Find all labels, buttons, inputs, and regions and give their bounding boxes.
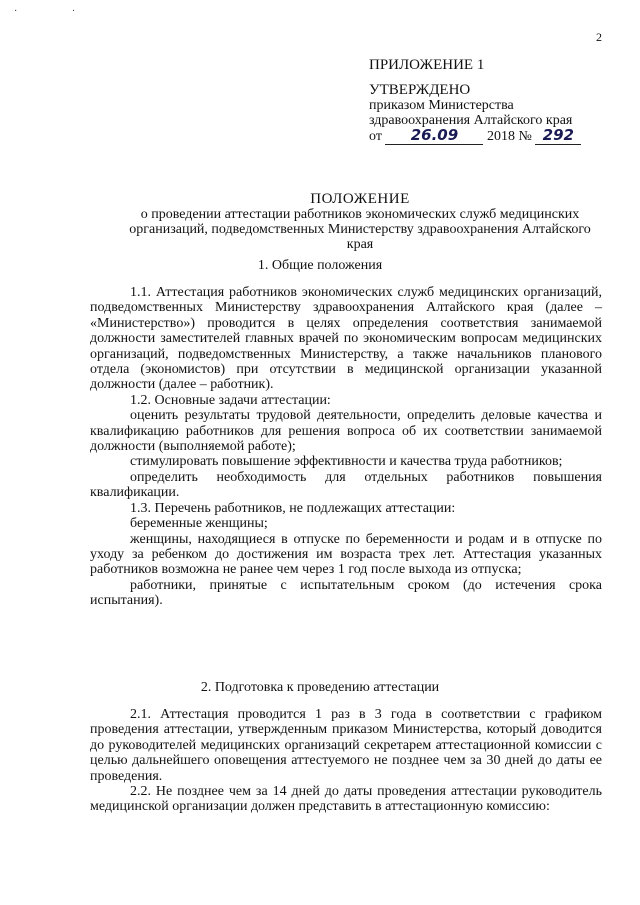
document-subtitle-2: организаций, подведомственных Министерству здравоохранения Алтайского: [129, 222, 591, 237]
paragraph: 2.1. Аттестация проводится 1 раз в 3 года в соответствии с графиком проведения аттестации, утвержденным приказом Министерства, который доводится до руководителей медицинских организаций секретарем аттестационной комиссии с целью дальнейшего оповещения аттестуемого не позднее чем за 30 дней до даты ее проведения.: [90, 707, 602, 784]
paragraph: беременные женщины;: [130, 516, 268, 532]
paragraph: стимулировать повышение эффективности и качества труда работников;: [130, 454, 563, 470]
approved-label: УТВЕРЖДЕНО: [369, 82, 471, 98]
from-label: от: [369, 129, 382, 144]
document-subtitle-3: края: [346, 237, 374, 252]
handwritten-date: 26.09: [410, 126, 459, 144]
appendix-label: ПРИЛОЖЕНИЕ 1: [369, 57, 485, 73]
section-2-body: [90, 707, 602, 815]
section-1-title: 1. Общие положения: [257, 258, 383, 273]
paragraph: 1.3. Перечень работников, не подлежащих аттестации:: [130, 500, 456, 516]
section-2-title: 2. Подготовка к проведению аттестации: [200, 680, 440, 695]
handwritten-number: 292: [542, 126, 574, 144]
paragraph: определить необходимость для отдельных работников повышения квалификации.: [90, 469, 602, 501]
paragraph: 2.2. Не позднее чем за 14 дней до даты проведения аттестации руководитель медицинской организации должен представить в аттестационную комиссию:: [90, 784, 602, 815]
order-line-2: здравоохранения Алтайского края: [369, 113, 573, 128]
document-header: [100, 192, 620, 252]
paragraph: работники, принятые с испытательным сроком (до истечения срока испытания).: [90, 577, 602, 609]
document-title: ПОЛОЖЕНИЕ: [310, 191, 410, 207]
page-number: 2: [596, 30, 602, 44]
paragraph: оценить результаты трудовой деятельности, определить деловые качества и квалификацию работников для решения вопроса об их соответствии занимаемой должности (выполняемой работе);: [90, 408, 602, 455]
order-line-1: приказом Министерства: [369, 98, 514, 113]
order-date-line: [369, 128, 609, 145]
scan-specks: · ·: [14, 6, 102, 17]
paragraph: 1.2. Основные задачи аттестации:: [130, 392, 331, 408]
section-1-body: [90, 285, 602, 609]
paragraph: женщины, находящиеся в отпуске по беременности и родам и в отпуске по уходу за ребенком до достижения им возраста трех лет. Аттестация указанных работников возможна не ранее чем через 1 год после выхода из отпуска;: [90, 531, 602, 578]
year-label: 2018 №: [486, 129, 532, 144]
paragraph: 1.1. Аттестация работников экономических служб медицинских организаций, подведомственных Министерству здравоохранения Алтайского края (далее – «Министерство») проводится в целях определения соответствия занимаемой должности заместителей главных врачей по экономическим вопросам медицинских организаций, подведомственных Министерству, а также начальников планового отдела (экономистов) при отсутствии в медицинской организации указанной должности (далее – работник).: [90, 285, 602, 393]
approval-block: [369, 58, 609, 145]
document-subtitle-1: о проведении аттестации работников экономических служб медицинских: [140, 207, 580, 222]
